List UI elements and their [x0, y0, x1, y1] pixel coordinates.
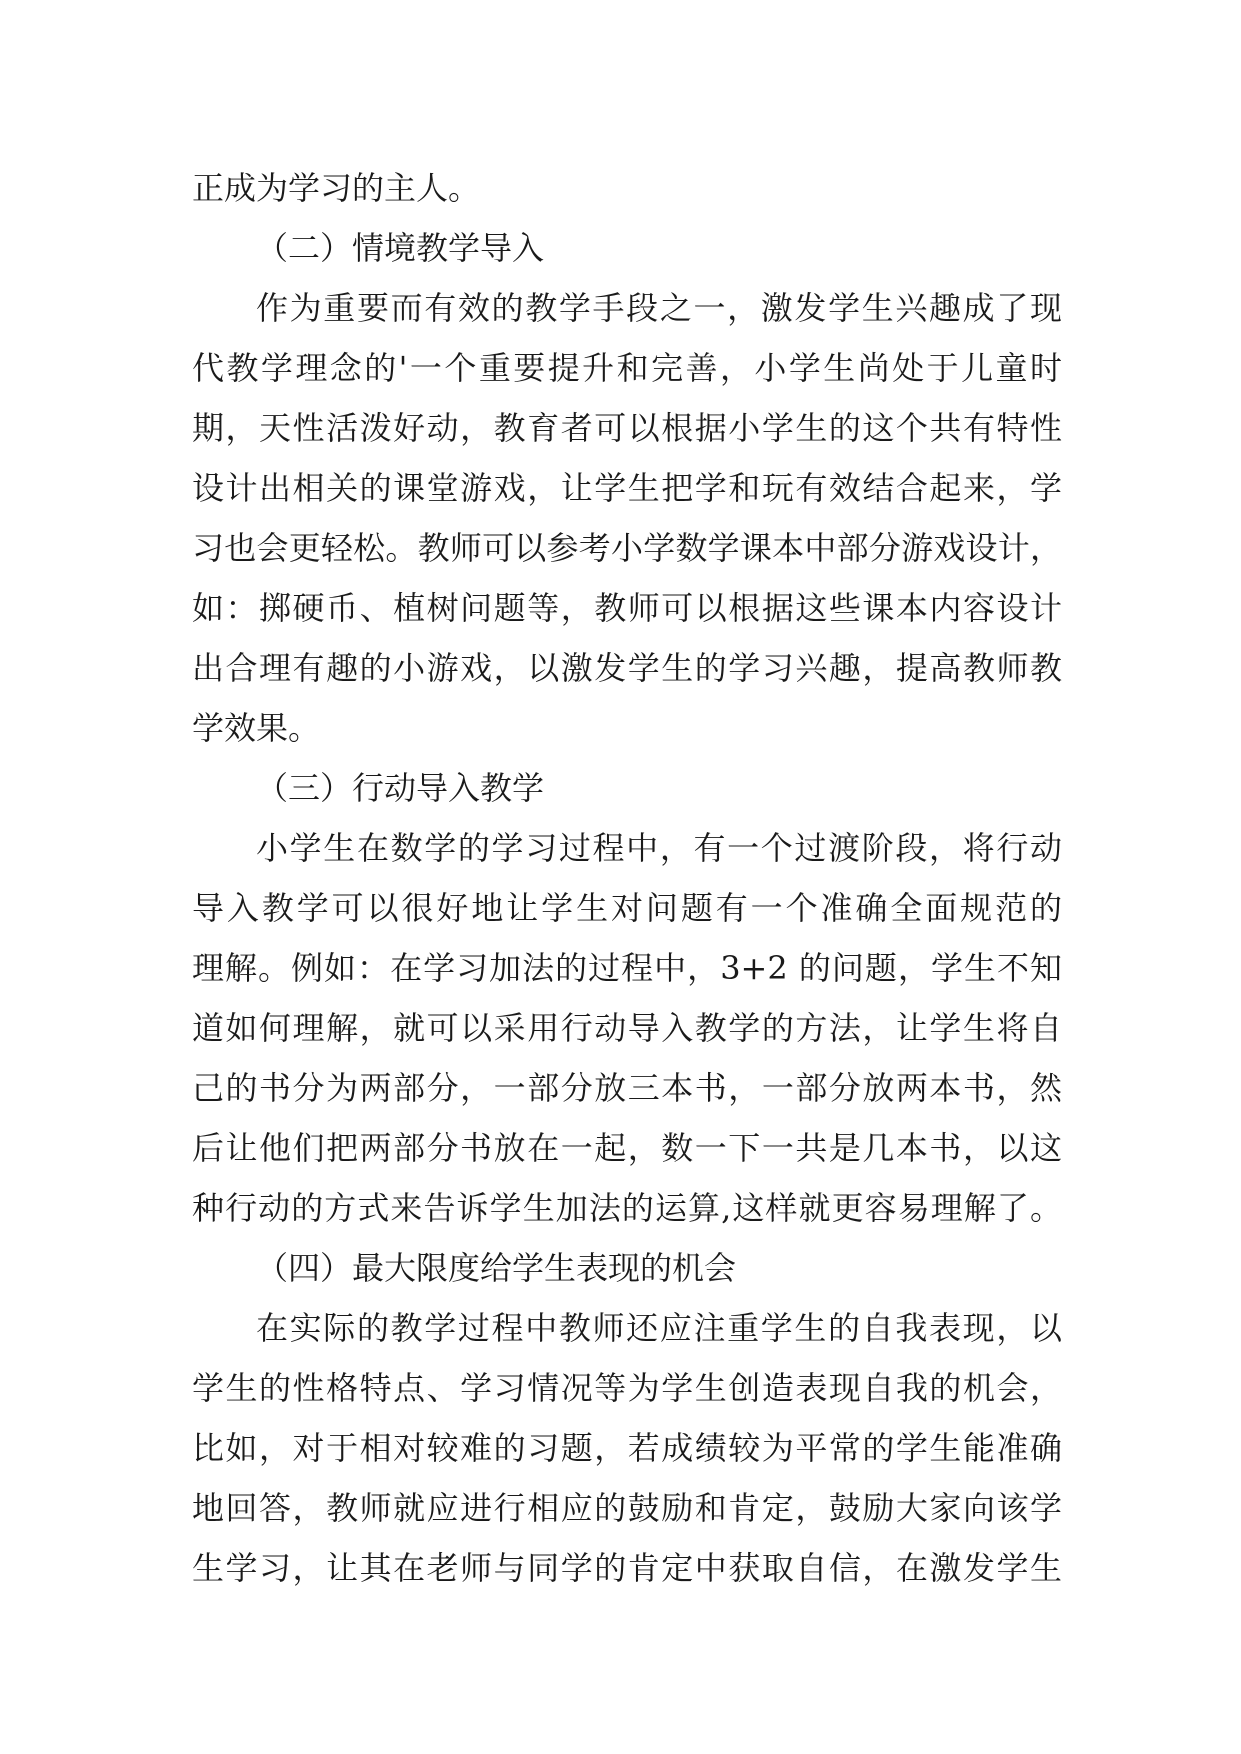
text-line: 学效果。 — [192, 709, 321, 747]
section-heading: （三）行动导入教学 — [256, 769, 545, 807]
text-line: 后让他们把两部分书放在一起，数一下一共是几本书，以这 — [192, 1129, 1062, 1167]
text-line: 代教学理念的'一个重要提升和完善，小学生尚处于儿童时 — [192, 349, 1062, 387]
text-line: 己的书分为两部分，一部分放三本书，一部分放两本书，然 — [192, 1069, 1062, 1107]
text-line: 期，天性活泼好动，教育者可以根据小学生的这个共有特性 — [192, 409, 1062, 447]
text-line: 作为重要而有效的教学手段之一，激发学生兴趣成了现 — [256, 289, 1062, 327]
text-line: 生学习，让其在老师与同学的肯定中获取自信，在激发学生 — [192, 1549, 1062, 1587]
text-line: 在实际的教学过程中教师还应注重学生的自我表现，以 — [256, 1309, 1062, 1347]
text-line: 如：掷硬币、植树问题等，教师可以根据这些课本内容设计 — [192, 589, 1062, 627]
section-heading: （四）最大限度给学生表现的机会 — [256, 1249, 737, 1287]
text-line: 出合理有趣的小游戏，以激发学生的学习兴趣，提高教师教 — [192, 649, 1062, 687]
text-line: 习也会更轻松。教师可以参考小学数学课本中部分游戏设计， — [192, 529, 1062, 567]
text-line: 正成为学习的主人。 — [192, 169, 481, 207]
text-line: 理解。例如：在学习加法的过程中，3+2 的问题，学生不知 — [192, 949, 1062, 987]
text-line: 学生的性格特点、学习情况等为学生创造表现自我的机会， — [192, 1369, 1062, 1407]
text-line: 道如何理解，就可以采用行动导入教学的方法，让学生将自 — [192, 1009, 1062, 1047]
text-line: 种行动的方式来告诉学生加法的运算,这样就更容易理解了。 — [192, 1189, 1062, 1227]
text-line: 小学生在数学的学习过程中，有一个过渡阶段，将行动 — [256, 829, 1062, 867]
text-line: 地回答，教师就应进行相应的鼓励和肯定，鼓励大家向该学 — [192, 1489, 1062, 1527]
text-line: 设计出相关的课堂游戏，让学生把学和玩有效结合起来，学 — [192, 469, 1062, 507]
text-line: 比如，对于相对较难的习题，若成绩较为平常的学生能准确 — [192, 1429, 1062, 1467]
text-line: 导入教学可以很好地让学生对问题有一个准确全面规范的 — [192, 889, 1062, 927]
section-heading: （二）情境教学导入 — [256, 229, 545, 267]
